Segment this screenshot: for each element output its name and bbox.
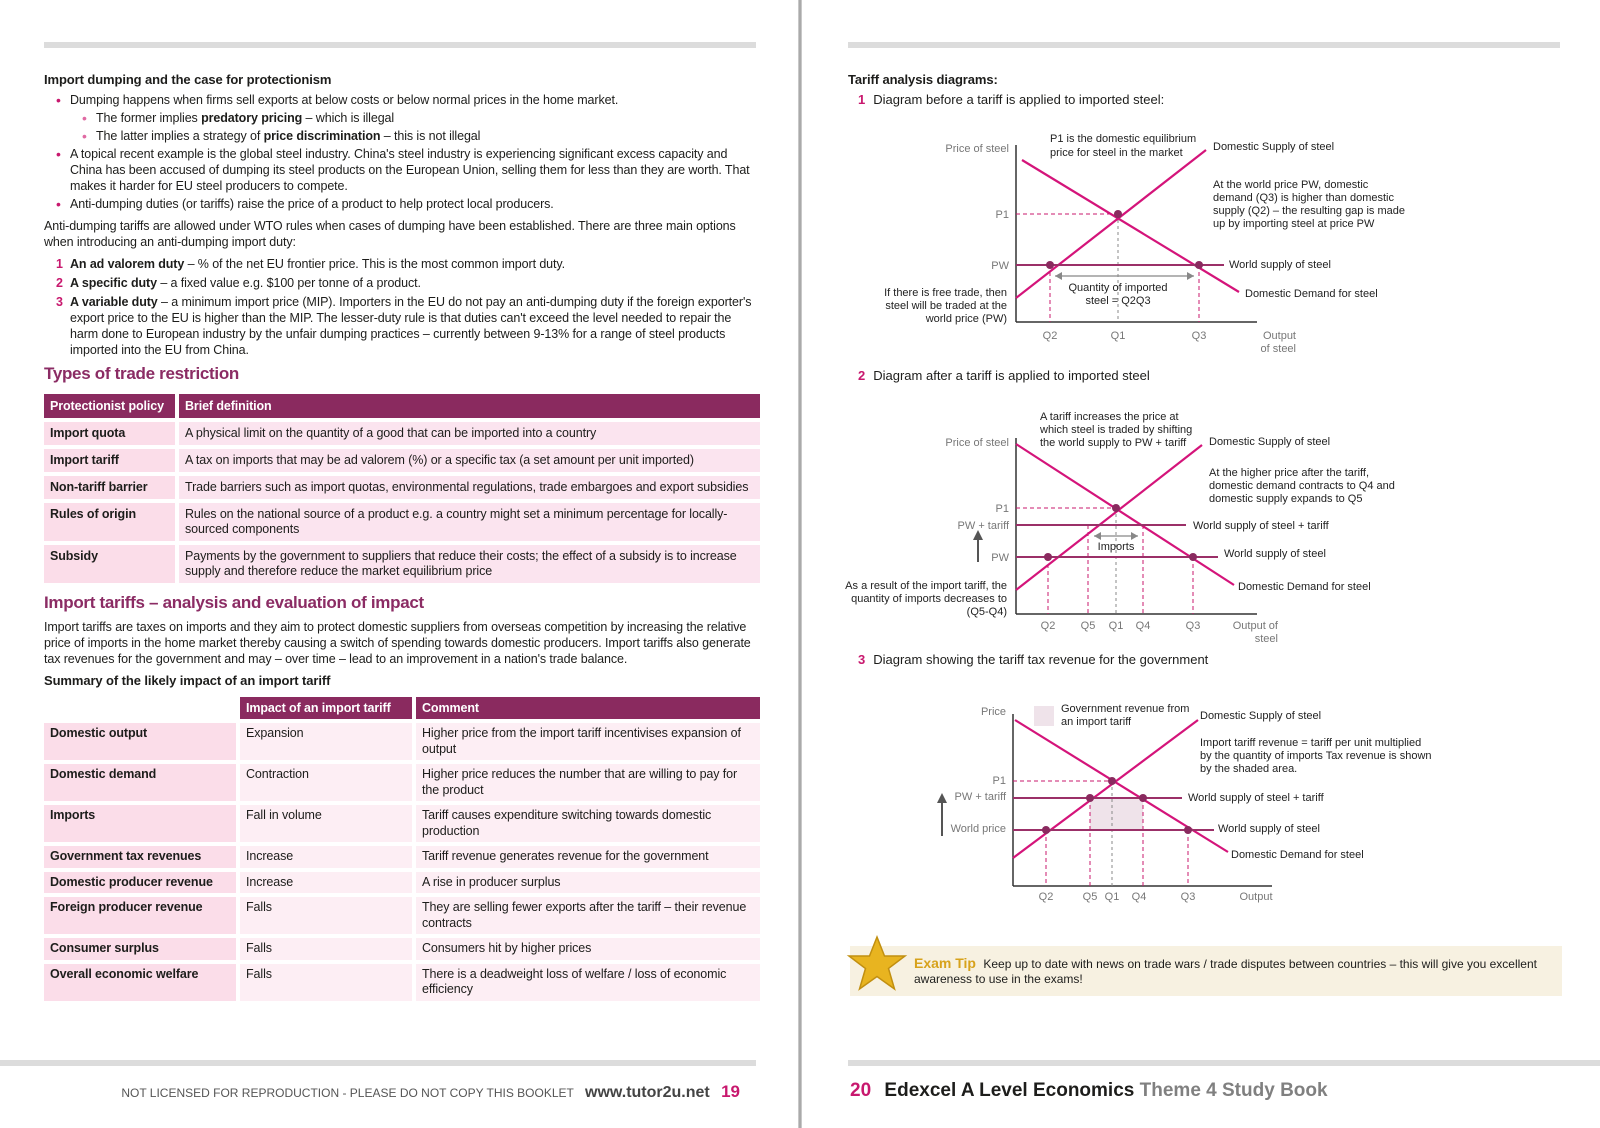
top-rule — [848, 42, 1560, 48]
exam-tip-label: Exam Tip — [914, 955, 976, 971]
domestic-supply-line — [1016, 445, 1202, 590]
world-supply-label: World supply of steel — [1218, 823, 1320, 835]
exam-tip-box — [850, 946, 1562, 996]
table-row: Rules of origin Rules on the national source of a product e.g. a country might set a minimum percentage for locally-sourced components — [44, 503, 760, 541]
trade-restriction-table — [40, 390, 764, 587]
note-right-2: demand (Q3) is higher than domestic — [1213, 192, 1394, 204]
tariffs-paragraph: Import tariffs are taxes on imports and they aim to protect domestic suppliers from overseas competition by increasing the relative price of imports in the home market thereby causing a switch of spending towards domestic producers. Import tariffs also generate tax revenues for the government and may – over time – lead to an improvement in a nation's trade balance. — [44, 620, 751, 666]
note-right-1: Import tariff revenue = tariff per unit multiplied — [1200, 737, 1422, 749]
tax-revenue-area — [1090, 798, 1143, 830]
q5-label: Q5 — [1080, 620, 1096, 632]
tariffs-heading: Import tariffs – analysis and evaluation of impact — [44, 593, 424, 612]
p1-label: P1 — [995, 503, 1009, 515]
left-content — [44, 72, 760, 1005]
imports-label: Imports — [1097, 541, 1135, 553]
pw-tariff-label: PW + tariff — [957, 520, 1009, 532]
list-item: 3 A variable duty – a minimum import price (MIP). Importers in the EU do not pay an anti-dumping duty if the foreign exporter's export price to the EU is higher than the MIP. The lesser-duty rule is that duties can't exceed the level needed to repair the harm done to European industry by the unfair dumping practices – currently between 9-13% for a range of steel products imported into the EU from China. — [56, 295, 752, 357]
x-axis-label: Output — [1262, 330, 1296, 342]
q4-label: Q4 — [1131, 891, 1147, 903]
sub-bullets — [70, 110, 760, 144]
page-number: 19 — [721, 1082, 740, 1101]
domestic-demand-line — [1022, 160, 1239, 292]
note-right-2: by the quantity of imports Tax revenue is shown — [1200, 750, 1432, 762]
q2-label: Q2 — [1040, 620, 1056, 632]
table-row: Government tax revenues Increase Tariff revenue generates revenue for the government — [44, 846, 760, 868]
diagram-3-title: 3 Diagram showing the tariff tax revenue for the government — [858, 652, 1209, 667]
page-number: 20 — [850, 1080, 872, 1101]
note-right-3: by the shaded area. — [1200, 763, 1298, 775]
x-axis-label-2: steel — [1254, 633, 1278, 645]
list-item: • A topical recent example is the global steel industry. China's steel industry is experiencing significant excess capacity and China has been accused of dumping its steel products on the European Union, selling them for less than they are worth. That makes it harder for EU steel producers to compete. — [44, 146, 760, 194]
note-top: P1 is the domestic equilibrium — [1050, 133, 1197, 145]
book-title: Edexcel A Level Economics — [884, 1080, 1135, 1101]
world-price-label: World price — [950, 823, 1006, 835]
left-note-3: world price (PW) — [925, 313, 1007, 325]
q3-point — [1195, 261, 1203, 269]
q2-point — [1046, 261, 1054, 269]
domestic-supply-line — [1013, 720, 1198, 858]
y-axis-label: Price — [980, 706, 1006, 718]
col-header: Comment — [416, 697, 760, 719]
table-row: Subsidy Payments by the government to suppliers that reduce their costs; the effect of a subsidy is to increase supply and therefore reduce the market equilibrium price — [44, 545, 760, 583]
imports-qty-2: steel = Q2Q3 — [1085, 295, 1151, 307]
note-right-1: At the world price PW, domestic — [1213, 179, 1369, 191]
legend-text-2: an import tariff — [1061, 716, 1132, 728]
q3-label: Q3 — [1185, 620, 1201, 632]
note-top-2: price for steel in the market — [1050, 147, 1183, 159]
supply-label: Domestic Supply of steel — [1200, 710, 1322, 722]
pw-label: PW — [991, 260, 1009, 272]
list-item: • The latter implies a strategy of price discrimination – this is not illegal — [70, 128, 760, 144]
bottom-rule — [848, 1060, 1600, 1066]
x-axis-label-2: of steel — [1260, 343, 1296, 355]
note-top-1: A tariff increases the price at — [1040, 411, 1179, 423]
website-link[interactable]: www.tutor2u.net — [585, 1084, 710, 1101]
arrow-head-left — [1055, 272, 1062, 280]
diagram-2 — [802, 400, 1600, 650]
supply-label: Domestic Supply of steel — [1213, 141, 1335, 153]
q5-label: Q5 — [1082, 891, 1098, 903]
arrow-head-right — [1131, 532, 1138, 540]
dumping-heading: Import dumping and the case for protectionism — [44, 72, 332, 87]
q2-point — [1042, 826, 1050, 834]
predatory-pricing-term: predatory pricing — [201, 111, 303, 125]
col-header: Impact of an import tariff — [240, 697, 412, 719]
table-row: Domestic demand Contraction Higher price reduces the number that are willing to pay for the product — [44, 764, 760, 801]
q3-point — [1184, 826, 1192, 834]
world-tariff-label: World supply of steel + tariff — [1188, 792, 1324, 804]
imports-qty-1: Quantity of imported — [1068, 282, 1168, 294]
q2-label: Q2 — [1038, 891, 1054, 903]
table-row: Import tariff A tax on imports that may be ad valorem (%) or a specific tax (a set amount per unit imported) — [44, 449, 760, 472]
exam-tip-text-wrap — [914, 956, 1554, 987]
note-right-4: up by importing steel at price PW — [1213, 218, 1375, 230]
table-row: Domestic producer revenue Increase A rise in producer surplus — [44, 872, 760, 894]
legend-text-1: Government revenue from — [1061, 703, 1190, 715]
table-row: Non-tariff barrier Trade barriers such as import quotas, environmental regulations, trade embargoes and export subsidies — [44, 476, 760, 499]
footer-right — [850, 1080, 1328, 1102]
book-subtitle: Theme 4 Study Book — [1139, 1080, 1328, 1101]
table-row: Foreign producer revenue Falls They are selling fewer exports after the tariff – their revenue contracts — [44, 897, 760, 934]
left-note-1: If there is free trade, then — [884, 287, 1007, 299]
note-right-3: supply (Q2) – the resulting gap is made — [1213, 205, 1405, 217]
col-header: Protectionist policy — [44, 394, 175, 418]
diagram-2-title: 2 Diagram after a tariff is applied to imported steel — [858, 368, 1150, 383]
table-row: Overall economic welfare Falls There is a deadweight loss of welfare / loss of economic efficiency — [44, 964, 760, 1001]
x-axis-label: Output of — [1232, 620, 1278, 632]
note-top-3: the world supply to PW + tariff — [1040, 437, 1187, 449]
note-top-2: which steel is traded by shifting — [1040, 424, 1193, 436]
diagrams-heading: Tariff analysis diagrams: — [848, 72, 998, 87]
right-heading-wrap — [848, 72, 1560, 92]
diagram-3 — [802, 690, 1600, 920]
equilibrium-point — [1108, 777, 1116, 785]
q2-label: Q2 — [1042, 330, 1058, 342]
table-row: Consumer surplus Falls Consumers hit by higher prices — [44, 938, 760, 960]
summary-heading: Summary of the likely impact of an import tariff — [44, 673, 331, 688]
pw-tariff-label: PW + tariff — [954, 791, 1006, 803]
left-note-3: (Q5-Q4) — [966, 606, 1007, 618]
y-axis-label: Price of steel — [945, 143, 1009, 155]
list-item: 2 A specific duty – a fixed value e.g. $100 per tonne of a product. — [56, 276, 421, 290]
list-item: • Anti-dumping duties (or tariffs) raise the price of a product to help protect local producers. — [44, 196, 760, 212]
col-header: Brief definition — [179, 394, 760, 418]
star-icon — [846, 934, 908, 996]
q3-point — [1189, 553, 1197, 561]
diagram-1 — [802, 120, 1600, 370]
list-item: 1 An ad valorem duty – % of the net EU frontier price. This is the most common import duty. — [56, 257, 565, 271]
world-supply-label: World supply of steel — [1224, 548, 1326, 560]
pw-label: PW — [991, 552, 1009, 564]
diagram-1-title: 1 Diagram before a tariff is applied to imported steel: — [858, 92, 1165, 107]
table-row: Imports Fall in volume Tariff causes expenditure switching towards domestic production — [44, 805, 760, 842]
equilibrium-point — [1112, 504, 1120, 512]
q3-label: Q3 — [1191, 330, 1207, 342]
q3-label: Q3 — [1180, 891, 1196, 903]
arrow-head-right — [1187, 272, 1194, 280]
demand-label: Domestic Demand for steel — [1245, 288, 1378, 300]
q1-label: Q1 — [1110, 330, 1126, 342]
bullet-text: Dumping happens when firms sell exports at below costs or below normal prices in the home market. — [70, 93, 619, 107]
table-row: Import quota A physical limit on the quantity of a good that can be imported into a country — [44, 422, 760, 445]
demand-label: Domestic Demand for steel — [1231, 849, 1364, 861]
table-row: Domestic output Expansion Higher price from the import tariff incentivises expansion of output — [44, 723, 760, 760]
top-rule — [44, 42, 756, 48]
note-right-1: At the higher price after the tariff, — [1209, 467, 1369, 479]
note-right-3: domestic supply expands to Q5 — [1209, 493, 1363, 505]
left-note-1: As a result of the import tariff, the — [845, 580, 1007, 592]
y-axis-label: Price of steel — [945, 437, 1009, 449]
q1-label: Q1 — [1108, 620, 1124, 632]
q4-label: Q4 — [1135, 620, 1151, 632]
legend-swatch — [1034, 706, 1054, 726]
q5-point — [1086, 794, 1094, 802]
p1-label: P1 — [992, 775, 1006, 787]
bottom-rule — [0, 1060, 756, 1066]
q1-label: Q1 — [1104, 891, 1120, 903]
list-item: • The former implies predatory pricing – which is illegal — [70, 110, 760, 126]
footer-left — [121, 1082, 740, 1102]
q4-point — [1139, 794, 1147, 802]
x-axis-label: Output — [1239, 891, 1273, 903]
arrow-head-left — [1094, 532, 1101, 540]
tariff-impact-table — [40, 693, 764, 1005]
price-discrimination-term: price discrimination — [263, 129, 381, 143]
blank-header — [44, 697, 236, 719]
duty-options — [44, 256, 760, 358]
world-supply-label: World supply of steel — [1229, 259, 1331, 271]
demand-label: Domestic Demand for steel — [1238, 581, 1371, 593]
types-heading: Types of trade restriction — [44, 364, 239, 383]
left-note-2: quantity of imports decreases to — [851, 593, 1007, 605]
copyright-notice: NOT LICENSED FOR REPRODUCTION - PLEASE DO NOT COPY THIS BOOKLET — [121, 1086, 574, 1100]
world-tariff-label: World supply of steel + tariff — [1193, 520, 1329, 532]
list-item — [44, 92, 760, 144]
right-page — [802, 0, 1600, 1128]
p1-label: P1 — [995, 209, 1009, 221]
dumping-bullets — [44, 92, 760, 212]
tariff-up-arrow-head — [937, 793, 947, 803]
supply-label: Domestic Supply of steel — [1209, 436, 1331, 448]
note-right-2: domestic demand contracts to Q4 and — [1209, 480, 1395, 492]
equilibrium-point — [1114, 210, 1122, 218]
exam-tip-text: Keep up to date with news on trade wars / trade disputes between countries – this will give you excellent awareness to use in the exams! — [914, 957, 1537, 986]
left-note-2: steel will be traded at the — [885, 300, 1007, 312]
q2-point — [1044, 553, 1052, 561]
anti-dumping-paragraph: Anti-dumping tariffs are allowed under WTO rules when cases of dumping have been established. There are three main options when introducing an anti-dumping import duty: — [44, 219, 736, 249]
